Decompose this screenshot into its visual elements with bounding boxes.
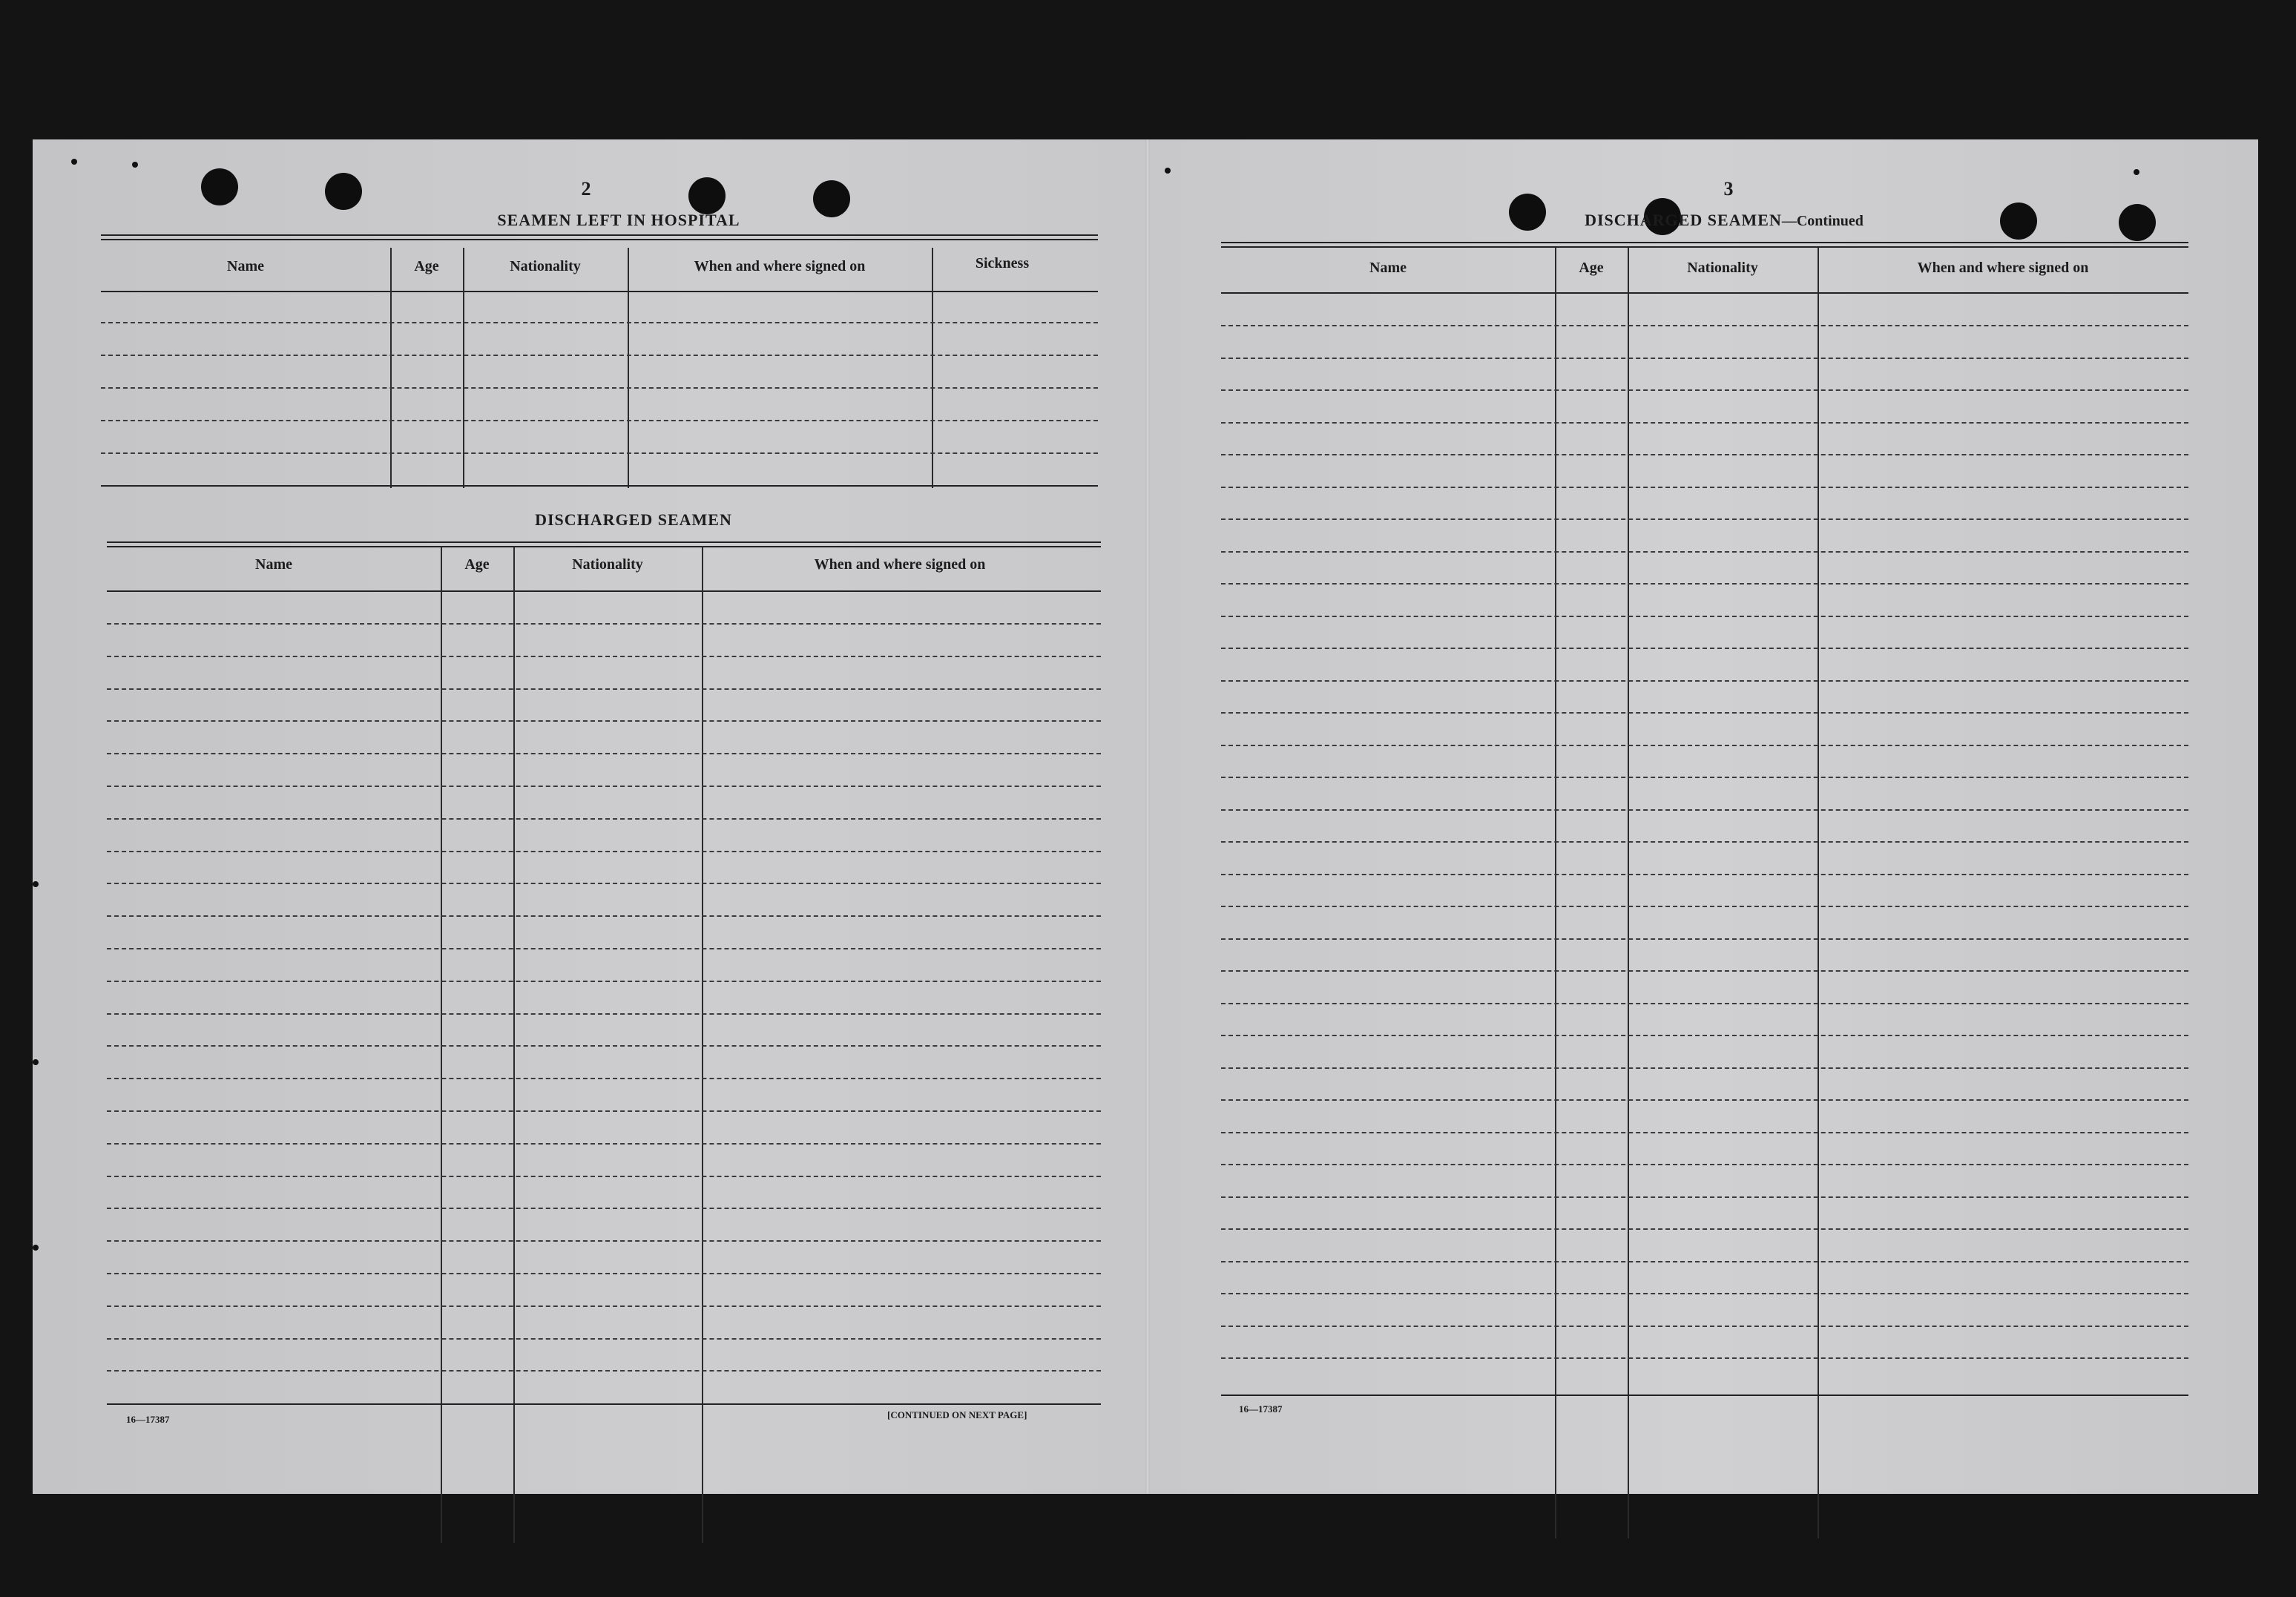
row-line — [1221, 648, 2188, 649]
page-number-right: 3 — [1723, 178, 1734, 200]
hospital-col-name: Name — [227, 258, 264, 274]
row-line — [107, 1305, 1101, 1307]
edge-mark — [132, 162, 138, 168]
row-line — [1221, 358, 2188, 359]
page-number-left: 2 — [581, 178, 591, 200]
row-line — [1221, 583, 2188, 585]
discharged-top-rule — [107, 541, 1101, 547]
edge-mark — [2134, 169, 2139, 175]
row-line — [1221, 874, 2188, 875]
edge-mark — [33, 881, 39, 887]
hospital-row-line — [101, 355, 1098, 356]
edge-mark — [71, 159, 77, 165]
row-line — [107, 688, 1101, 690]
discharged-col-age: Age — [464, 556, 490, 573]
continued-note: [CONTINUED ON NEXT PAGE] — [887, 1409, 1027, 1420]
row-line — [107, 1208, 1101, 1209]
row-line — [107, 1176, 1101, 1177]
discharged-col-divider — [513, 546, 515, 1543]
discharged-col-nationality: Nationality — [572, 556, 643, 573]
row-line — [1221, 1164, 2188, 1165]
right-col-signed-on: When and where signed on — [1917, 260, 2089, 276]
right-col-divider — [1555, 248, 1556, 1538]
row-line — [1221, 1035, 2188, 1036]
punch-hole — [2000, 202, 2037, 240]
row-line — [1221, 389, 2188, 391]
row-line — [107, 1370, 1101, 1372]
row-line — [1221, 809, 2188, 811]
row-line — [1221, 938, 2188, 940]
row-line — [1221, 422, 2188, 424]
row-line — [107, 786, 1101, 787]
row-line — [1221, 1196, 2188, 1198]
row-line — [107, 915, 1101, 917]
row-line — [1221, 325, 2188, 326]
row-line — [107, 981, 1101, 982]
hospital-col-signed-on: When and where signed on — [694, 258, 866, 274]
right-col-divider — [1628, 248, 1629, 1538]
hospital-section-title: SEAMEN LEFT IN HOSPITAL — [497, 211, 740, 229]
row-line — [1221, 970, 2188, 972]
row-line — [1221, 1357, 2188, 1359]
right-bottom-rule — [1221, 1395, 2188, 1396]
row-line — [107, 1110, 1101, 1112]
punch-hole — [1509, 194, 1546, 231]
ledger-sheet — [33, 139, 2258, 1494]
row-line — [1221, 616, 2188, 617]
hospital-row-line — [101, 452, 1098, 454]
row-line — [1221, 454, 2188, 455]
discharged-col-divider — [441, 546, 442, 1543]
row-line — [107, 1013, 1101, 1015]
row-line — [1221, 1003, 2188, 1004]
row-line — [1221, 518, 2188, 520]
edge-mark — [33, 1245, 39, 1251]
hospital-col-nationality: Nationality — [510, 258, 581, 274]
punch-hole — [2119, 204, 2156, 241]
row-line — [107, 948, 1101, 949]
row-line — [107, 720, 1101, 722]
row-line — [107, 883, 1101, 884]
row-line — [1221, 1067, 2188, 1069]
discharged-header-rule — [107, 590, 1101, 592]
right-header-rule — [1221, 292, 2188, 294]
right-col-age: Age — [1579, 260, 1604, 276]
row-line — [1221, 712, 2188, 714]
discharged-section-title: DISCHARGED SEAMEN — [535, 510, 732, 529]
row-line — [1221, 745, 2188, 746]
discharged-col-name: Name — [255, 556, 292, 573]
hospital-bottom-rule — [101, 485, 1098, 487]
hospital-header-rule — [101, 291, 1098, 292]
row-line — [1221, 1132, 2188, 1133]
hospital-row-line — [101, 420, 1098, 421]
right-col-name: Name — [1369, 260, 1407, 276]
hospital-col-sickness: Sickness — [975, 255, 1030, 271]
row-line — [1221, 1261, 2188, 1262]
row-line — [1221, 551, 2188, 553]
row-line — [107, 623, 1101, 625]
row-line — [1221, 841, 2188, 843]
hospital-col-age: Age — [414, 258, 439, 274]
punch-hole — [201, 168, 238, 205]
row-line — [107, 753, 1101, 754]
hospital-top-rule — [101, 234, 1098, 240]
right-section-title-suffix: —Continued — [1781, 213, 1864, 229]
row-line — [1221, 777, 2188, 778]
right-top-rule — [1221, 242, 2188, 248]
row-line — [1221, 680, 2188, 682]
hospital-row-line — [101, 387, 1098, 389]
row-line — [1221, 487, 2188, 488]
row-line — [107, 1273, 1101, 1274]
row-line — [1221, 906, 2188, 907]
form-number-right: 16—17387 — [1239, 1403, 1283, 1415]
punch-hole — [325, 173, 362, 210]
punch-hole — [688, 177, 726, 214]
discharged-col-signed-on: When and where signed on — [814, 556, 986, 573]
row-line — [107, 818, 1101, 820]
row-line — [1221, 1326, 2188, 1327]
row-line — [107, 656, 1101, 657]
right-section-title — [1553, 211, 1895, 230]
row-line — [107, 1240, 1101, 1242]
row-line — [1221, 1099, 2188, 1101]
row-line — [1221, 1293, 2188, 1294]
row-line — [107, 1143, 1101, 1145]
form-number-left: 16—17387 — [126, 1414, 170, 1425]
row-line — [107, 1045, 1101, 1047]
right-section-title-main: DISCHARGED SEAMEN — [1585, 211, 1782, 229]
center-fold — [1145, 139, 1150, 1494]
hospital-row-line — [101, 322, 1098, 323]
edge-mark — [33, 1059, 39, 1065]
row-line — [107, 851, 1101, 852]
row-line — [1221, 1228, 2188, 1230]
discharged-bottom-rule — [107, 1403, 1101, 1405]
edge-mark — [1165, 168, 1171, 174]
row-line — [107, 1078, 1101, 1079]
right-col-nationality: Nationality — [1687, 260, 1758, 276]
row-line — [107, 1338, 1101, 1340]
right-col-divider — [1818, 248, 1819, 1538]
discharged-col-divider — [702, 546, 703, 1543]
